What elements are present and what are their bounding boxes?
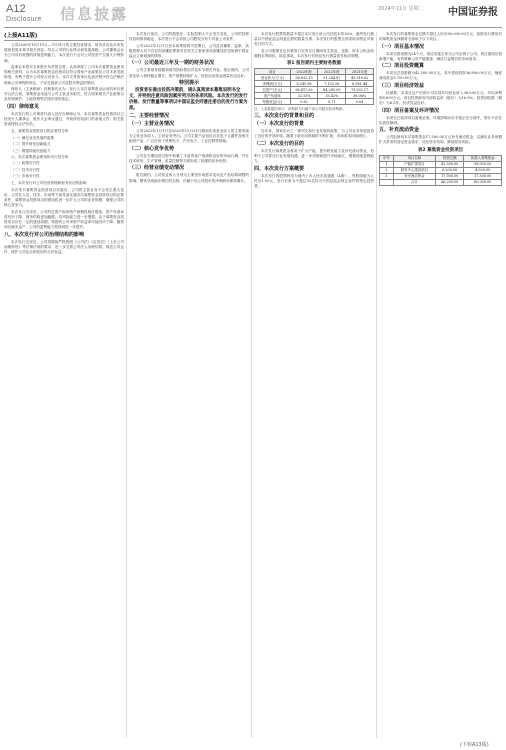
table-cell: 1: [380, 161, 394, 167]
subsection-heading: （一）主营业务情况: [129, 120, 175, 127]
table-title: 表1 报告期内主要财务数据: [286, 61, 342, 67]
subsection-heading: （一）项目基本情况: [379, 43, 425, 50]
list-item: （二）提升研发创新能力: [11, 142, 51, 147]
table-cell: 研发中心建设项目: [393, 167, 435, 173]
table-row: [255, 99, 374, 105]
table-header-cell: 拟投入募集资金: [464, 155, 502, 161]
table-cell: 17,500.00: [464, 173, 502, 179]
table-header-cell: 项目: [255, 69, 291, 75]
table-cell: 补充流动资金: [393, 173, 435, 179]
article-column-1: [4, 32, 124, 740]
paragraph: 本项目已取得项目备案证明，环境影响评价手续正在办理中，预计不存在实质性障碍。: [379, 115, 502, 125]
table-cell: 51,204.87: [318, 75, 346, 81]
notice-heading: 特别提示: [178, 79, 199, 86]
table-cell: 资产负债率: [255, 93, 291, 99]
section-heading: （一）公司最近三年及一期的财务状况: [129, 60, 215, 67]
subsection-heading: （二）核心竞争优势: [129, 145, 175, 152]
paragraph: 本次发行完成后，公司将继续严格按照《公司法》《证券法》《上市公司治理准则》等法律法规的要求，进一步完善公司法人治理结构，规范公司运作，保护公司及全体股东的合法权益。: [4, 239, 124, 255]
paragraph: 本项目总投资额为42,500.00万元，其中建设投资36,800.00万元，铺底流动资金5,700.00万元。: [379, 71, 502, 81]
column-divider: [251, 32, 252, 738]
table-cell: 6,200.00: [436, 167, 464, 173]
header-rule: [4, 27, 502, 28]
notice-text: 投资者在做出投资决策前，请认真阅读本募集说明书全文，并特别注意风险因素所列示的各项风险。本次发行的发行价格、发行数量等事项以中国证监会同意注册后的发行方案为准。: [129, 87, 248, 111]
newspaper-brand: 中国证券报: [448, 7, 498, 18]
table-header-cell: 2022年度: [318, 69, 346, 75]
paragraph: 公司2023年1月1日至2023年12月31日期间实现营业收入的主要来源为主营业务收入，主营业务突出。公司主要产品包括各类电子元器件及相关配套产品，广泛应用于消费电子、汽车电子、工业控制等领域。: [129, 128, 249, 144]
table-cell: 净利润(万元): [255, 81, 291, 87]
table-cell: 2: [380, 167, 394, 173]
list-item: （三）市场可行性: [11, 174, 40, 179]
table-row: [380, 179, 502, 185]
list-item: （二）技术可行性: [11, 167, 40, 172]
section-title: 信息披露: [60, 5, 129, 23]
article-column-3: [254, 32, 374, 740]
paragraph: 保荐人（主承销商）经核查后认为：发行人本次募集资金运用的审议程序合法合规，募集资金用途与公司主营业务相关，符合国家相关产业政策以及环境保护、土地管理等法律法规的规定。: [4, 87, 124, 102]
continuation-label: (上接A11版): [4, 32, 124, 41]
table-cell: 42,500.00: [436, 161, 464, 167]
table-cell: 每股收益(元): [255, 99, 291, 105]
page-header: [0, 0, 506, 30]
table-cell: 8,245.36: [290, 81, 318, 87]
paragraph: 本次发行股票的数量不超过本次发行前公司总股本的30%，最终发行数量以中国证监会同意注册的数量为准。本次发行的股票全部采取向特定对象发行的方式。: [254, 32, 374, 47]
paragraph: 公司拟使用本次募集资金17,500.00万元补充流动资金，以满足业务规模扩大带来的营运资金需求，优化资本结构，降低财务风险。: [379, 135, 502, 145]
table-cell: 6,381.44: [346, 81, 374, 87]
table-cell: 总资产(万元): [255, 87, 291, 93]
list-item: 六、本次募集资金使用的可行性分析: [11, 154, 69, 159]
table-header-cell: 投资总额: [436, 155, 464, 161]
paragraph: 本次发行的股票种类为境内上市人民币普通股（A股），每股面值为人民币1.00元。发行对象为不超过35名符合中国证监会规定条件的特定投资者。: [254, 173, 374, 188]
table-cell: 66,200.00: [436, 179, 464, 185]
table-title: 表2 募集资金投资项目: [417, 147, 464, 153]
table-header-cell: 项目名称: [393, 155, 435, 161]
paragraph: 本项目建设期为24个月，项目实施主体为公司全资子公司。项目建成后将新增产能，有效缓解公司产能瓶颈，满足日益增长的市场需求。: [379, 51, 502, 61]
table-cell: [380, 179, 394, 185]
project-table: [379, 155, 502, 186]
table-cell: 58,632.15: [290, 75, 318, 81]
list-item: （一）满足业务发展的需要: [11, 135, 55, 140]
table-cell: 3: [380, 173, 394, 179]
table-cell: 合计: [393, 179, 435, 185]
list-item: 七、本次发行对公司经营管理和财务状况的影响: [11, 180, 87, 185]
section-heading: 二、主要经营情况: [129, 112, 170, 119]
table-cell: 35.42%: [318, 93, 346, 99]
table-header-cell: 序号: [380, 155, 394, 161]
paragraph: 公司主要财务数据和财务指标情况详见本节相关内容。报告期内，公司营业收入保持稳定增长，资产规模持续扩大，经营活动现金流量状况良好。: [129, 68, 249, 78]
table-cell: 0.71: [318, 99, 346, 105]
section-name-en: Disclosure: [6, 16, 42, 23]
subsection-heading: （二）项目投资概算: [379, 63, 425, 70]
table-cell: 0.82: [290, 99, 318, 105]
subsection-heading: （三）项目经济效益: [379, 82, 425, 89]
outline-list: [4, 129, 124, 185]
paragraph: 本次发行募集资金将用于扩大产能、提升研发能力及补充流动资金，有利于公司抓住行业发展机遇，进一步巩固和提升市场地位，增强持续盈利能力。: [254, 148, 374, 164]
paragraph: 公司在长期经营过程中积累了丰富的客户资源和良好的市场口碑，并在技术研发、生产管理、质量控制等方面形成了较强的竞争优势。: [129, 153, 249, 163]
paragraph: 若公司股票在定价基准日至发行日期间发生派息、送股、资本公积金转增股本等除权、除息事项，本次发行价格及发行数量将作相应调整。: [254, 48, 374, 58]
article-column-4: [379, 32, 502, 740]
paragraph: 经测算，本项目达产后预计可实现年均营业收入38,000万元，年均净利润5,600万元，项目投资财务内部收益率（税后）为16.8%，投资回收期（税后）为6.5年，经济效益良好。: [379, 90, 502, 106]
paragraph: 监事会本着对全体股东负责的态度，认真审阅了公司本次募集资金使用的相关资料，认为本次募集资金投资项目符合国家产业政策及公司未来发展规划，有利于提升公司综合竞争力。本次交易的审议及表决程序符合法律法规和公司章程的规定，不存在损害公司及股东利益的情形。: [4, 65, 124, 85]
table-cell: 32.15%: [290, 93, 318, 99]
paragraph: 本次发行的募集资金总额不超过人民币60,000.00万元，扣除发行费用后的募集资金净额将全部用于以下项目。: [379, 32, 502, 42]
paragraph: 公司2022年1月1日至本募集说明书签署日，公司及其董事、监事、高级管理人员不存在因涉嫌犯罪被司法机关立案侦查或涉嫌违法违规被中国证监会立案调查的情形。: [129, 43, 249, 58]
table-cell: 产能扩建项目: [393, 161, 435, 167]
list-item: （三）增强持续经营能力: [11, 148, 51, 153]
paragraph: 本次发行募集资金投资项目实施后，公司的主营业务不会发生重大变化。公司在人员、技术、市场等方面具备实施本次募集资金投资项目的必要条件，募集资金投资项目的建设将进一步扩大公司的业务规模，增强公司的核心竞争力。: [4, 187, 124, 208]
table-header-cell: 2021年度: [346, 69, 374, 75]
financial-table: [254, 68, 374, 105]
column-divider: [376, 32, 377, 738]
paragraph: 公司2020年10月19日—7月31日的主要经营情况、财务状况及未来发展规划见本章节相关内容。结合公司的行业特点和发展战略，公司董事会认为公司具有较强的持续盈利能力，本次发行不会对公司经营产生重大不利影响。: [4, 43, 124, 63]
subsection-heading: （二）本次发行的目的: [254, 140, 305, 147]
table-cell: 0.64: [346, 99, 374, 105]
paragraph: 本次发行前后，公司控股股东、实际控制人不会发生变化，公司的控制权结构保持稳定。本次发行不会导致公司股权分布不具备上市条件。: [129, 32, 249, 42]
table-header-cell: 2023年度: [290, 69, 318, 75]
table-footnote: 注：上表数据经审计，净利润为归属于母公司股东的净利润。: [254, 107, 346, 112]
section-heading: 八、本次发行对公司治理结构的影响: [4, 231, 85, 238]
table-cell: 17,500.00: [436, 173, 464, 179]
table-cell: 96,417.82: [290, 87, 318, 93]
table-cell: 84,265.09: [318, 87, 346, 93]
list-item: （一）政策可行性: [11, 161, 40, 166]
section-heading: （四）律师意见: [4, 103, 40, 110]
section-heading: 四、本次发行方案概要: [254, 165, 305, 172]
paragraph: 本次发行完成后，公司的总资产和净资产规模将相应增加，资产负债率将有所下降，财务结构更加稳健，抗风险能力进一步增强。由于募集资金投资项目存在一定的建设周期，短期内公司净资产收益率可能有所下降，随着项目逐步达产，公司的盈利能力将得到进一步提升。: [4, 209, 124, 230]
subsection-heading: （三）经营业绩变动情况: [129, 165, 185, 172]
table-cell: 60,000.00: [464, 179, 502, 185]
subsection-heading: （四）项目备案及环评情况: [379, 107, 440, 114]
paragraph: 报告期内，公司营业收入分别为主要受市场需求变动及产品结构调整的影响，整体呈现稳步增长的态势，归属于母公司股东的净利润亦保持增长。: [129, 173, 249, 183]
section-heading: 五、补充流动资金: [379, 127, 420, 134]
section-heading: 三、本次发行的背景和目的: [254, 113, 315, 120]
table-cell: 75,932.17: [346, 87, 374, 93]
paragraph: 近年来，国家出台了一系列支持行业发展的政策，为公司业务发展创造了良好的外部环境。随着下游应用领域的不断扩展，市场需求持续增长。: [254, 129, 374, 139]
table-cell: 45,318.62: [346, 75, 374, 81]
article-column-2: [129, 32, 249, 740]
column-divider: [126, 32, 127, 738]
table-cell: 38,000.00: [464, 161, 502, 167]
continued-note: (下转A13版): [460, 742, 489, 748]
issue-date: 2024年11月 星期二: [378, 6, 424, 12]
table-cell: 4,500.00: [464, 167, 502, 173]
paragraph: 本次发行的上市保荐代表人及经办律师认为，本次募集资金投资项目已经发行人董事会、股东大会审议通过，并取得有权部门的备案文件，相关批准或授权合法有效。: [4, 111, 124, 127]
table-cell: 营业收入(万元): [255, 75, 291, 81]
table-cell: 38.06%: [346, 93, 374, 99]
table-cell: 7,102.58: [318, 81, 346, 87]
list-item: 五、募集资金投资项目的必要性分析: [11, 129, 69, 134]
subsection-heading: （一）本次发行的背景: [254, 121, 305, 128]
page-number: A12: [6, 3, 26, 15]
